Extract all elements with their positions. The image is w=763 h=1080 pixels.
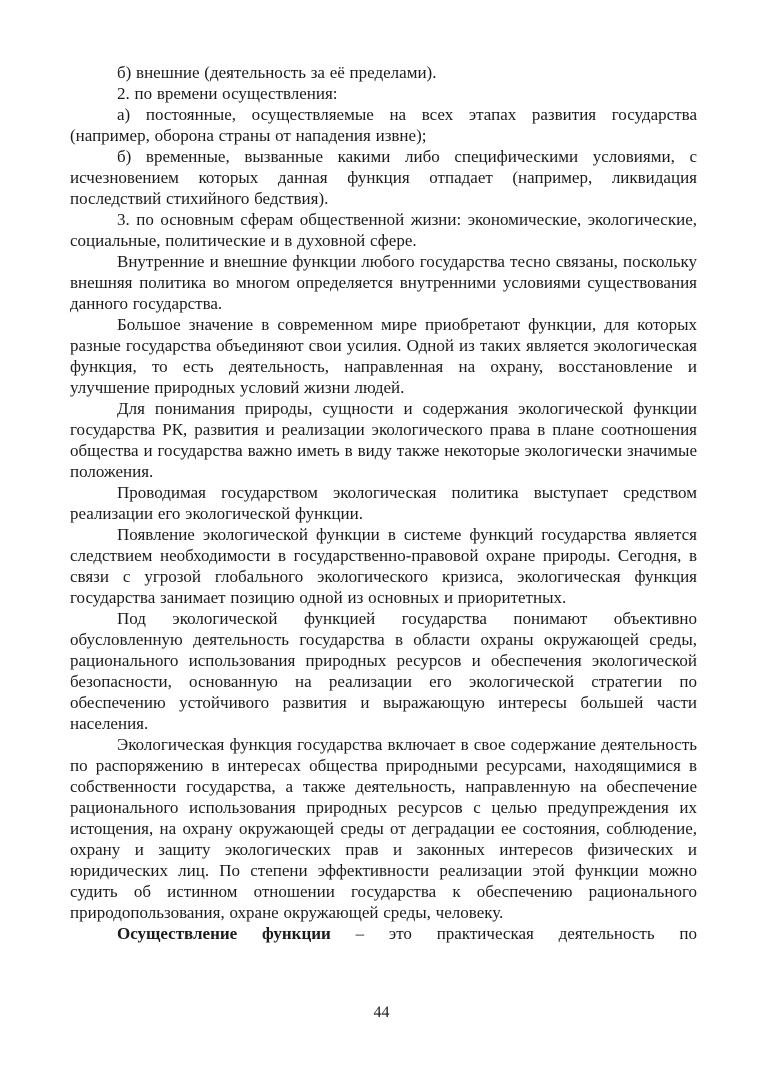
paragraph: б) временные, вызванные какими либо специфическими условиями, с исчезновением которых данная функция отпадает (например, ликвидация последствий стихийного бедствия).	[70, 147, 697, 208]
page-number: 44	[373, 1004, 390, 1021]
paragraph: б) внешние (деятельность за её пределами).	[117, 63, 437, 82]
paragraph: Для понимания природы, сущности и содержания экологической функции государства РК, развития и реализации экологического права в плане соотношения общества и государства важно иметь в виду также некоторые экологически значимые положения.	[70, 399, 697, 481]
document-body	[70, 62, 697, 944]
paragraph: Внутренние и внешние функции любого государства тесно связаны, поскольку внешняя политика во многом определяется внутренними условиями существования данного государства.	[70, 252, 697, 313]
paragraph: 2. по времени осуществления:	[117, 84, 338, 103]
paragraph: 3. по основным сферам общественной жизни: экономические, экологические, социальные, политические и в духовной сфере.	[70, 210, 697, 250]
paragraph: Экологическая функция государства включает в свое содержание деятельность по распоряжению в интересах общества природными ресурсами, находящимися в собственности государства, а также деятельность, направленную на обеспечение рационального использования природных ресурсов с целью предупреждения их истощения, на охрану окружающей среды от деградации ее состояния, соблюдение, охрану и защиту экологических прав и законных интересов физических и юридических лиц. По степени эффективности реализации этой функции можно судить об истинном отношении государства к обеспечению рационального природопользования, охране окружающей среды, человеку.	[70, 735, 697, 922]
paragraph: Проводимая государством экологическая политика выступает средством реализации его экологической функции.	[70, 483, 697, 523]
paragraph: Под экологической функцией государства понимают объективно обусловленную деятельность государства в области охраны окружающей среды, рационального использования природных ресурсов и обеспечения экологической безопасности, основанную на реализации его экологической стратегии по обеспечению устойчивого развития и выражающую интересы большей части населения.	[70, 609, 697, 733]
paragraph: Осуществление функции – это практическая деятельность по	[117, 924, 697, 943]
paragraph-bold-lead: Осуществление функции	[117, 924, 331, 943]
paragraph: Большое значение в современном мире приобретают функции, для которых разные государства объединяют свои усилия. Одной из таких является экологическая функция, то есть деятельность, направленная на охрану, восстановление и улучшение природных условий жизни людей.	[70, 315, 697, 397]
paragraph: Появление экологической функции в системе функций государства является следствием необходимости в государственно-правовой охране природы. Сегодня, в связи с угрозой глобального экологического кризиса, экологическая функция государства занимает позицию одной из основных и приоритетных.	[70, 525, 697, 607]
paragraph: а) постоянные, осуществляемые на всех этапах развития государства (например, оборона страны от нападения извне);	[70, 105, 697, 145]
